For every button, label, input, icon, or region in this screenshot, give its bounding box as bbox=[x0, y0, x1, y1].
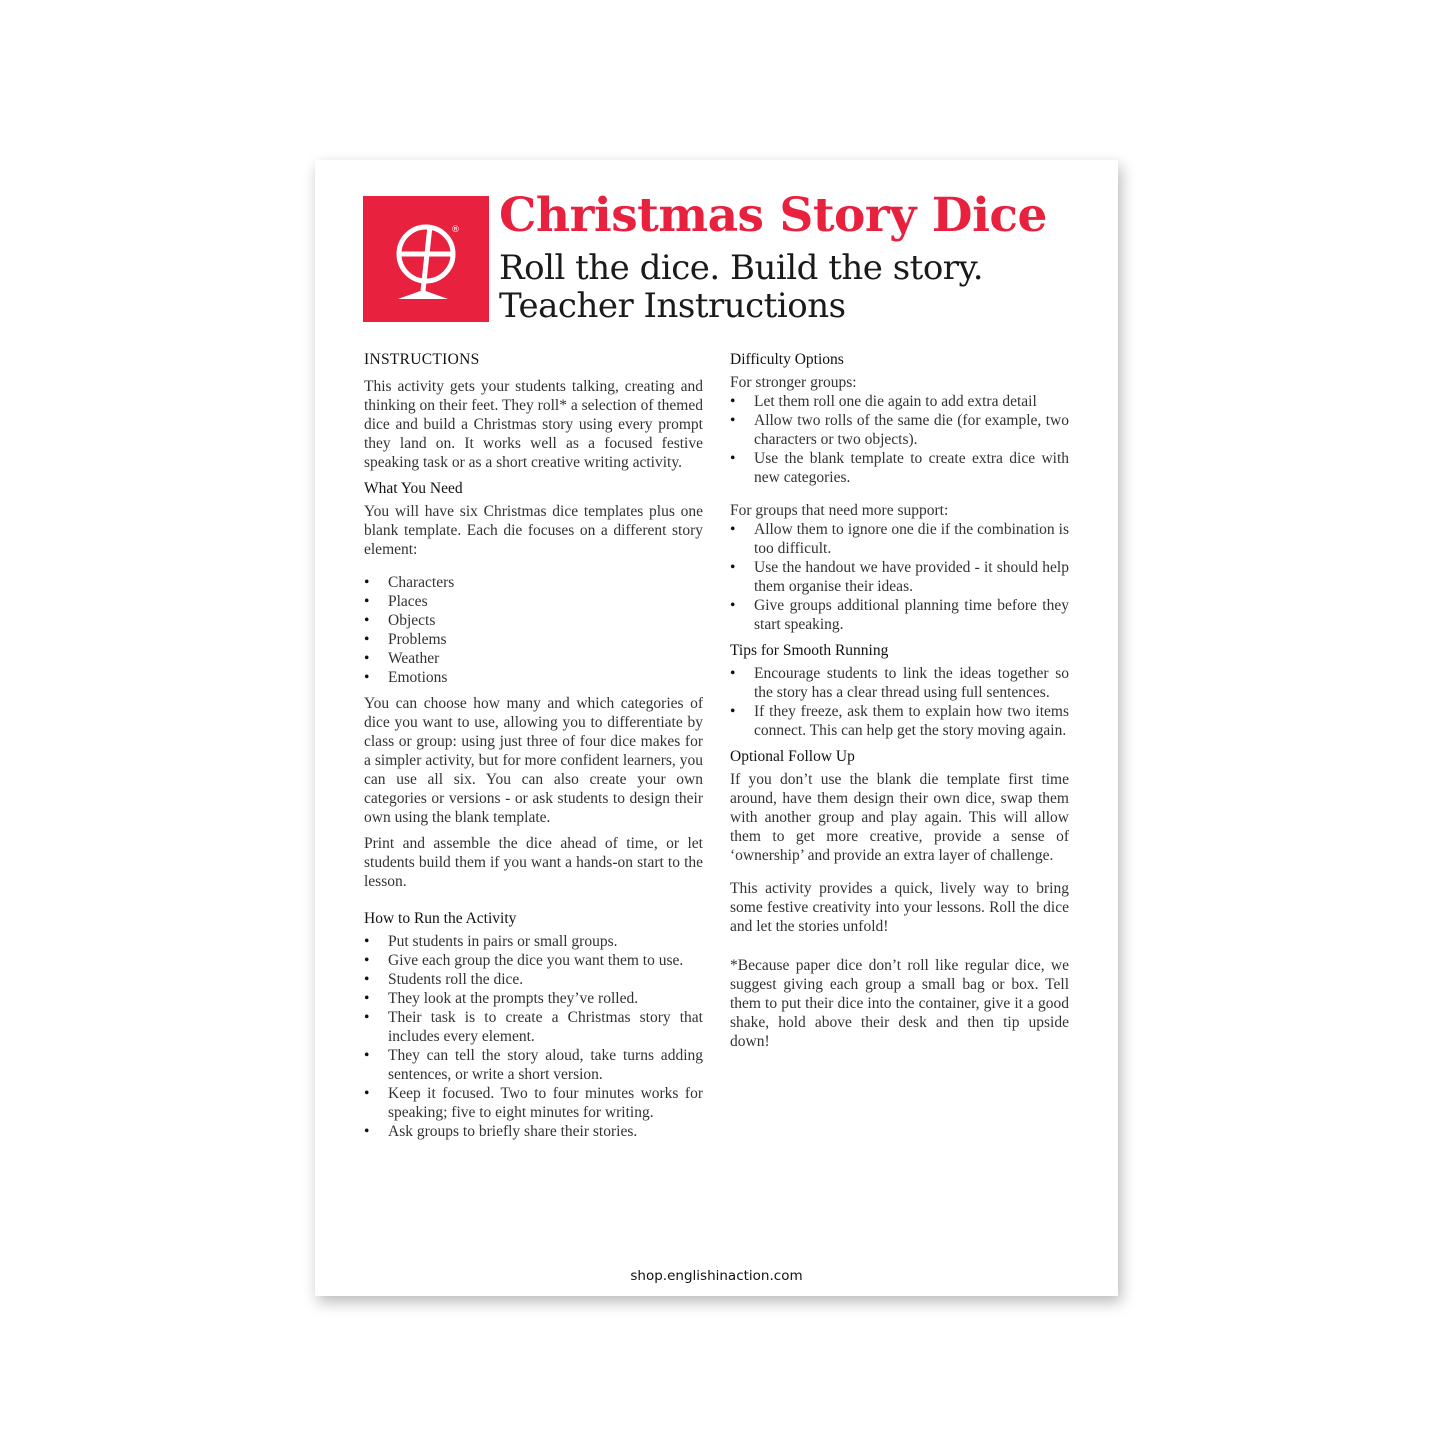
list-item: • Places bbox=[364, 592, 703, 611]
list-item: • Encourage students to link the ideas together so the story has a clear thread using full sentences. bbox=[730, 664, 1069, 702]
follow-heading: Optional Follow Up bbox=[730, 748, 855, 765]
choose-text: You can choose how many and which categories of dice you want to use, allowing you to differentiate by class or group: using just three of four dice makes for a simpler activity, but for more confident learners, you can use all six. You can also create your own categories or versions - or ask students to design their own using the blank template. bbox=[364, 695, 703, 826]
list-item: • Let them roll one die again to add extra detail bbox=[730, 392, 1069, 411]
page-subtitle: Roll the dice. Build the story. bbox=[499, 248, 984, 288]
stronger-list bbox=[730, 392, 1069, 487]
difficulty-heading: Difficulty Options bbox=[730, 351, 844, 368]
list-item: • Allow them to ignore one die if the combination is too difficult. bbox=[730, 520, 1069, 558]
page-title: Christmas Story Dice bbox=[499, 188, 1047, 243]
footnote-text: *Because paper dice don’t roll like regular dice, we suggest giving each group a small bag or box. Tell them to put their dice into the container, give it a good shake, hold above their desk and then tip upside down! bbox=[730, 957, 1069, 1050]
closing-text: This activity provides a quick, lively way to bring some festive creativity into your lessons. Roll the dice and let the stories unfold! bbox=[730, 880, 1069, 935]
support-list bbox=[730, 520, 1069, 634]
list-item: • Objects bbox=[364, 611, 703, 630]
list-item: • Give groups additional planning time before they start speaking. bbox=[730, 596, 1069, 634]
left-column bbox=[364, 350, 703, 1148]
list-item: • If they freeze, ask them to explain how two items connect. This can help get the story moving again. bbox=[730, 702, 1069, 740]
list-item: • Ask groups to briefly share their stories. bbox=[364, 1122, 703, 1141]
list-item: • Put students in pairs or small groups. bbox=[364, 932, 703, 951]
tips-heading: Tips for Smooth Running bbox=[730, 642, 889, 659]
list-item: • Characters bbox=[364, 573, 703, 592]
page-subtitle-2: Teacher Instructions bbox=[499, 286, 846, 326]
list-item: • They can tell the story aloud, take turns adding sentences, or write a short version. bbox=[364, 1046, 703, 1084]
list-item: • They look at the prompts they’ve rolled. bbox=[364, 989, 703, 1008]
svg-text:®: ® bbox=[451, 225, 460, 235]
list-item: • Keep it focused. Two to four minutes works for speaking; five to eight minutes for writing. bbox=[364, 1084, 703, 1122]
need-text: You will have six Christmas dice templates plus one blank template. Each die focuses on a different story element: bbox=[364, 503, 703, 558]
tips-list bbox=[730, 664, 1069, 740]
list-item: • Weather bbox=[364, 649, 703, 668]
list-item: • Use the blank template to create extra dice with new categories. bbox=[730, 449, 1069, 487]
run-heading: How to Run the Activity bbox=[364, 910, 517, 927]
run-steps-list bbox=[364, 932, 703, 1141]
list-item: • Use the handout we have provided - it should help them organise their ideas. bbox=[730, 558, 1069, 596]
list-item: • Give each group the dice you want them to use. bbox=[364, 951, 703, 970]
categories-list bbox=[364, 573, 703, 687]
stronger-label: For stronger groups: bbox=[730, 374, 857, 391]
list-item: • Emotions bbox=[364, 668, 703, 687]
globe-logo-icon bbox=[363, 196, 489, 322]
follow-text: If you don’t use the blank die template first time around, have them design their own dice, swap them with another group and play again. This will allow them to get more creative, provide a sense of ‘ownership’ and provide an extra layer of challenge. bbox=[730, 771, 1069, 864]
right-column bbox=[730, 350, 1069, 1058]
document-page bbox=[315, 160, 1118, 1296]
support-label: For groups that need more support: bbox=[730, 502, 949, 519]
intro-text: This activity gets your students talking, creating and thinking on their feet. They roll* a selection of themed dice and build a Christmas story using every prompt they land on. It works well as a focused festive speaking task or as a short creative writing activity. bbox=[364, 378, 703, 471]
list-item: • Their task is to create a Christmas story that includes every element. bbox=[364, 1008, 703, 1046]
list-item: • Students roll the dice. bbox=[364, 970, 703, 989]
brand-logo bbox=[363, 196, 489, 322]
need-heading: What You Need bbox=[364, 480, 463, 497]
list-item: • Allow two rolls of the same die (for example, two characters or two objects). bbox=[730, 411, 1069, 449]
print-text: Print and assemble the dice ahead of time, or let students build them if you want a hands-on start to the lesson. bbox=[364, 835, 703, 890]
list-item: • Problems bbox=[364, 630, 703, 649]
footer-url: shop.englishinaction.com bbox=[630, 1268, 803, 1284]
instructions-heading: INSTRUCTIONS bbox=[364, 351, 480, 368]
